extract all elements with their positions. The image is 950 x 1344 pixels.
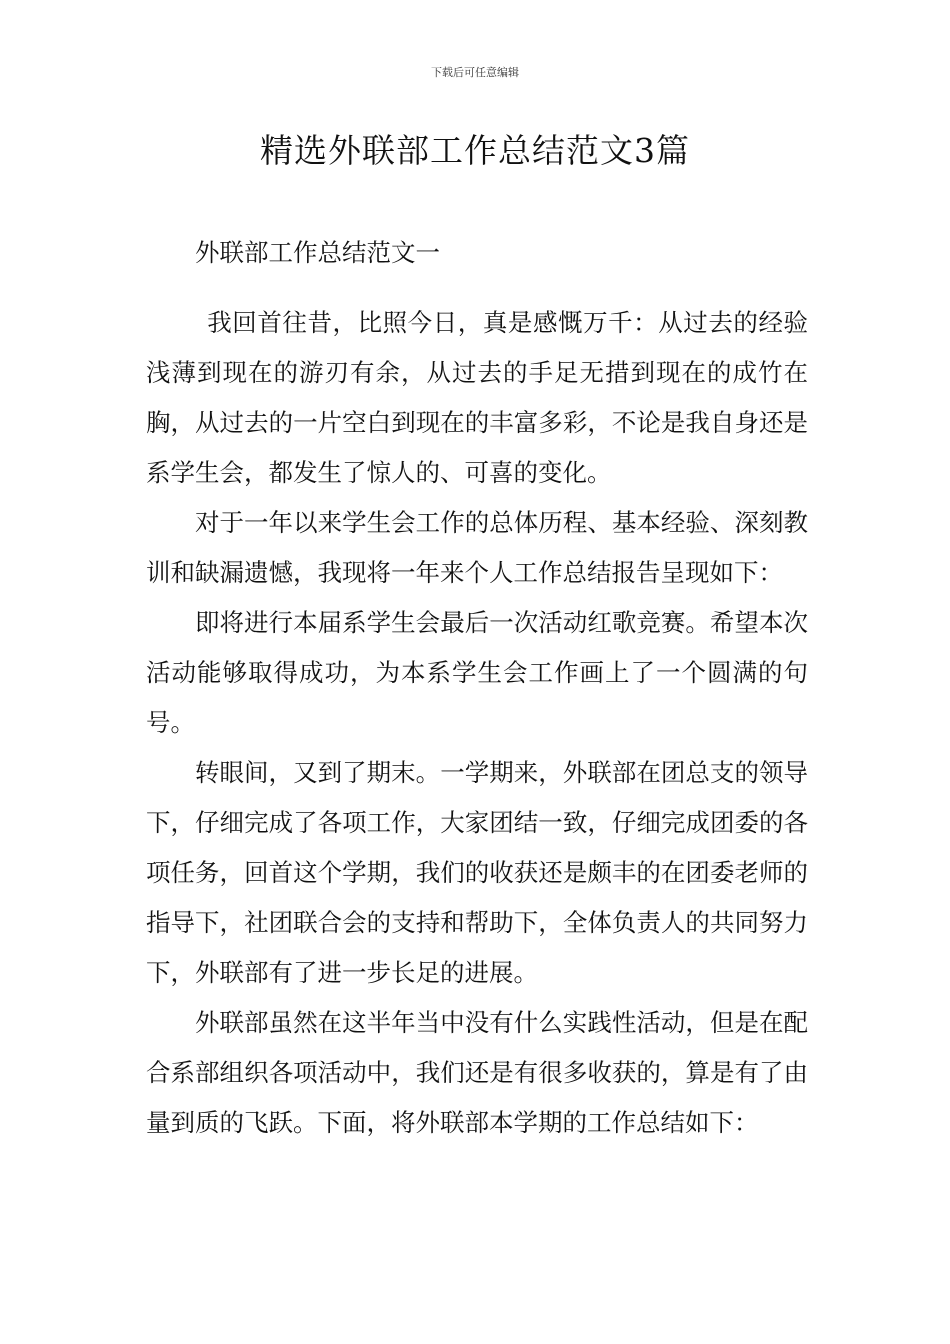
header-note: 下载后可任意编辑 — [431, 66, 519, 79]
document-body — [146, 228, 808, 1148]
paragraph: 对于一年以来学生会工作的总体历程、基本经验、深刻教训和缺漏遗憾，我现将一年来个人工作总结报告呈现如下： — [146, 508, 808, 587]
section-heading: 外联部工作总结范文一 — [195, 238, 440, 267]
paragraph: 我回首往昔，比照今日，真是感慨万千：从过去的经验浅薄到现在的游刃有余，从过去的手足无措到现在的成竹在胸，从过去的一片空白到现在的丰富多彩，不论是我自身还是系学生会，都发生了惊人的、可喜的变化。 — [146, 308, 808, 487]
document-title: 精选外联部工作总结范文3篇 — [260, 131, 690, 170]
paragraph: 外联部虽然在这半年当中没有什么实践性活动，但是在配合系部组织各项活动中，我们还是有很多收获的，算是有了由量到质的飞跃。下面，将外联部本学期的工作总结如下： — [146, 1008, 808, 1137]
paragraph: 即将进行本届系学生会最后一次活动红歌竞赛。希望本次活动能够取得成功，为本系学生会工作画上了一个圆满的句号。 — [146, 608, 808, 737]
paragraph: 转眼间，又到了期末。一学期来，外联部在团总支的领导下，仔细完成了各项工作，大家团结一致，仔细完成团委的各项任务，回首这个学期，我们的收获还是颇丰的在团委老师的指导下，社团联合会的支持和帮助下，全体负责人的共同努力下，外联部有了进一步长足的进展。 — [146, 758, 808, 987]
